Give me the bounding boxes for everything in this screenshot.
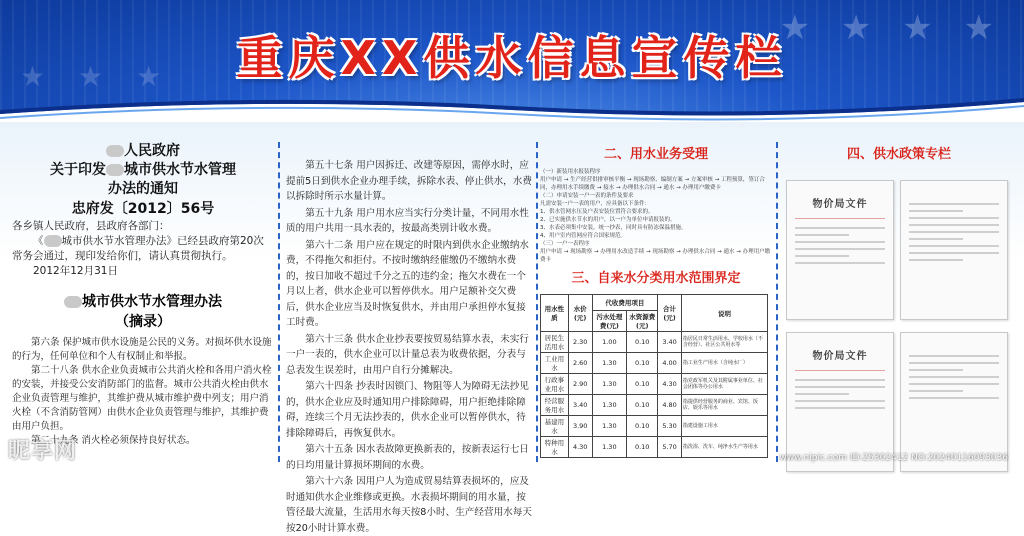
section-title-fees: 三、自来水分类用水范围界定 <box>571 271 741 286</box>
cell-category: 工业用水 <box>541 353 569 374</box>
cell-category: 基建用水 <box>541 416 569 437</box>
cell-price: 2.30 <box>568 332 592 353</box>
process-line: （三）一户一表程序 <box>540 241 590 247</box>
column-divider <box>776 142 778 462</box>
cell-price: 3.40 <box>568 395 592 416</box>
table-row <box>541 416 768 437</box>
header-agency-fee: 代收费用项目 <box>592 295 658 311</box>
article-item: 第二十九条 消火栓必须保持良好状态。 <box>31 435 196 446</box>
header-sewage: 污水处理费(元) <box>592 311 627 332</box>
redacted-mark <box>106 164 124 176</box>
cell-sewage: 1.30 <box>592 416 627 437</box>
addressee: 各乡镇人民政府，县政府各部门： <box>12 220 170 232</box>
business-process-box <box>540 168 772 264</box>
process-line: 4、用户室内管网应符合国家规范。 <box>540 233 627 239</box>
article-item: 第六十六条 因用户人为造成贸易结算表损坏的，应及时通知供水企业维修或更换。水表损坏期间的用水量，按管径最大流量，生活用水每天按8小时、生产经营用水每天按20小时计算水费。 <box>286 476 532 534</box>
process-line: 3、水表必须集中安装，统一抄表，同时具有防冻保温措施。 <box>540 225 687 231</box>
cell-resource: 0.10 <box>627 395 658 416</box>
articles-column <box>286 122 532 534</box>
process-line: 凡需安装一户一表的用户，应具备以下条件： <box>540 201 651 207</box>
notice-title-line2: 办法的通知 <box>108 181 178 197</box>
cell-category: 经营服务用水 <box>541 395 569 416</box>
header-banner <box>0 0 1024 122</box>
redacted-mark <box>44 235 62 247</box>
header-category: 用水性质 <box>541 295 569 332</box>
document-header: 物价局文件 <box>812 199 868 210</box>
cell-total: 3.40 <box>658 332 682 353</box>
cell-resource: 0.10 <box>627 374 658 395</box>
cell-resource: 0.10 <box>627 416 658 437</box>
header-price: 水价(元) <box>568 295 592 332</box>
article-item: 第二十八条 供水企业负责城市公共消火栓和各用户消火栓的安装，并接受公安消防部门的监督。城市公共消火栓由供水企业负责管理与维护，其维护费从城市维护费中列支；用户消火栓（不含消防管网）由供水企业负责管理与维护，其维护费由用户负担。 <box>12 365 272 432</box>
policy-document <box>900 180 1008 320</box>
cell-resource: 0.10 <box>627 332 658 353</box>
cell-sewage: 1.30 <box>592 395 627 416</box>
article-item: 第六十三条 供水企业抄表要按贸易结算水表，未实行一户一表的，供水企业可以计量总表为收费依据，分表与总表发生误差时，由用户自行分摊解决。 <box>286 333 529 376</box>
cell-note: 指洗浴、洗车、纯净水生产等用水 <box>681 437 767 458</box>
business-column <box>540 122 772 467</box>
process-line: 2、已实施供水节水的用户，以一户为单位申请报装的。 <box>540 217 676 223</box>
cell-category: 居民生活用水 <box>541 332 569 353</box>
cell-resource: 0.10 <box>627 437 658 458</box>
fee-table-body <box>541 332 768 458</box>
notice-title: 关于印发 城市供水节水管理 <box>50 162 236 178</box>
document-header: 物价局文件 <box>812 351 868 362</box>
cell-price: 4.30 <box>568 437 592 458</box>
cell-total: 4.80 <box>658 395 682 416</box>
article-item: 第六条 保护城市供水设施是公民的义务。对损坏供水设施的行为，任何单位和个人有权制止和举报。 <box>12 337 272 362</box>
column-divider <box>278 142 280 462</box>
article-item: 第六十五条 因水表故障更换新表的，按新表运行七日的日均用量计算损坏期间的水费。 <box>286 444 529 471</box>
column-divider <box>536 142 538 462</box>
process-line: 1、供水管网水压及户表安装位置符合要求的。 <box>540 209 654 215</box>
cell-sewage: 1.30 <box>592 353 627 374</box>
notice-body: 《 城市供水节水管理办法》已经县政府第20次常务会通过，现印发给你们，请认真贯彻执行。 <box>12 235 264 262</box>
section-title-policy: 四、供水政策专栏 <box>846 147 951 162</box>
page-title: 重庆XX供水信息宣传栏 <box>236 31 788 85</box>
policy-documents <box>780 172 1018 472</box>
cell-price: 3.90 <box>568 416 592 437</box>
content-area <box>0 122 1024 534</box>
cell-note: 指党政军机关及其附属事业单位、社会团体等办公用水 <box>681 374 767 395</box>
redacted-mark <box>64 296 82 308</box>
notice-date: 2012年12月31日 <box>33 265 118 277</box>
watermark-brand: 昵享网 <box>8 439 78 464</box>
notice-column <box>12 122 274 467</box>
cell-total: 4.00 <box>658 353 682 374</box>
table-header-row <box>541 295 768 311</box>
abstract-label: （摘录） <box>115 314 171 330</box>
cell-total: 5.30 <box>658 416 682 437</box>
table-row <box>541 353 768 374</box>
section-title-business: 二、用水业务受理 <box>603 147 708 162</box>
cell-note: 指提供经营服务的商业、宾馆、饭店、娱乐等用水 <box>681 395 767 416</box>
article-item: 第五十九条 用户用水应当实行分类计量，不同用水性质的用户共用一具水表的，按最高类别计收水费。 <box>286 207 529 234</box>
decorative-stars-icon: ★ ★ ★ ★ <box>779 8 1004 48</box>
cell-category: 行政事业用水 <box>541 374 569 395</box>
process-line: 用户申请 → 现场勘察 → 办理用水改造手续 → 现场勘察 → 办理供水合同 → 通水 → 办理用户缴费卡 <box>540 249 771 263</box>
process-line: （二）申请安装一户一表的条件及要求 <box>540 193 634 199</box>
cell-category: 特种用水 <box>541 437 569 458</box>
article-item: 第五十七条 用户因拆迁、改建等原因，需停水时，应提前5日到供水企业办理手续，拆除水表、停止供水，水费以拆除时所示水量计算。 <box>286 160 532 202</box>
cell-sewage: 1.30 <box>592 437 627 458</box>
process-line: 用户申请 → 生产经营供排审核平衡 → 现场勘察、编制方案 → 方案审核 → 工程预算，签订合同，办理用水手续缴费 → 接水 → 办理供水合同 → 通水 → 办理用户缴费卡 <box>540 177 765 191</box>
cell-price: 2.90 <box>568 374 592 395</box>
policy-column <box>780 122 1018 467</box>
issuer-name: 人民政府 <box>12 142 274 161</box>
table-row <box>541 374 768 395</box>
cell-note: 指工业生产用水（含纯水厂） <box>681 353 767 374</box>
cell-sewage: 1.00 <box>592 332 627 353</box>
policy-document <box>786 332 894 472</box>
header-note: 说明 <box>681 295 767 332</box>
cell-note: 指建设施工用水 <box>681 416 767 437</box>
process-line: （一）新装用水报装程序 <box>540 169 601 175</box>
policy-document <box>900 332 1008 472</box>
cell-price: 2.60 <box>568 353 592 374</box>
table-row <box>541 332 768 353</box>
table-row <box>541 437 768 458</box>
article-item: 第六十四条 抄表时因锁门、物阻等人为障碍无法抄见的，供水企业应及时通知用户排除障碍，用户拒绝排除障碍，连续三个月无法抄表的，供水企业可以暂停供水，待排除障碍后，再恢复供水。 <box>286 381 529 439</box>
header-total: 合计(元) <box>658 295 682 332</box>
watermark-url: www.nipic.com ID:25302412 NO:20240116093036 <box>779 453 1008 463</box>
decorative-stars-left-icon: ★ ★ ★ <box>20 60 174 93</box>
cell-sewage: 1.30 <box>592 374 627 395</box>
redacted-mark <box>106 145 124 157</box>
document-number: 忠府发〔2012〕56号 <box>71 201 215 217</box>
table-row <box>541 395 768 416</box>
policy-document <box>786 180 894 320</box>
law-title: 城市供水节水管理办法 <box>12 293 274 312</box>
cell-note: 指居民日常生活用水、学校用水（不含经营）、社区公共用水等 <box>681 332 767 353</box>
header-resource: 水资源费(元) <box>627 311 658 332</box>
water-fee-table <box>540 294 768 458</box>
cell-total: 4.30 <box>658 374 682 395</box>
cell-total: 5.70 <box>658 437 682 458</box>
article-item: 第六十二条 用户应在规定的时限内到供水企业缴纳水费，不得拖欠和拒付。不按时缴纳经催缴仍不缴纳水费的，按日加收不超过千分之五的违约金；拖欠水费在一个月以上者，供水企业可以暂停供水。用户足额补交欠费后，供水企业应当及时恢复供水，并由用户承担停水复接工时费。 <box>286 239 529 328</box>
cell-resource: 0.10 <box>627 353 658 374</box>
